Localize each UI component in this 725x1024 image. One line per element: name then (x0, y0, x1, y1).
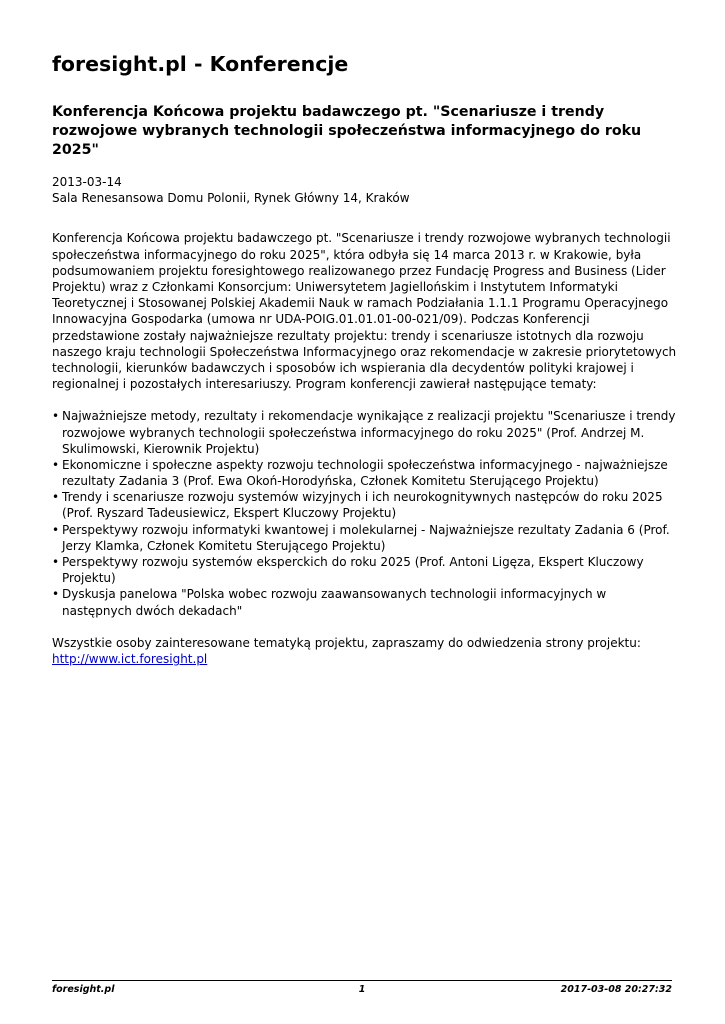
topic-text: Perspektywy rozwoju informatyki kwantowej i molekularnej - Najważniejsze rezultaty Zadania 6 (Prof. Jerzy Klamka, Członek Komitetu Sterującego Projektu) (62, 522, 670, 553)
project-link[interactable]: http://www.ict.foresight.pl (52, 651, 208, 666)
article-body (52, 230, 677, 392)
topic-text: Trendy i scenariusze rozwoju systemów wizyjnych i ich neurokognitywnych następców do roku 2025 (Prof. Ryszard Tadeusiewicz, Ekspert Kluczowy Projektu) (62, 490, 663, 521)
topic-item (52, 457, 677, 489)
body-paragraph: Konferencja Końcowa projektu badawczego pt. "Scenariusze i trendy rozwojowe wybranych technologii społeczeństwa informacyjnego do roku 2025", która odbyła się 14 marca 2013 r. w Krakowie, była podsumowaniem projektu foresightowego realizowanego przez Fundację Progress and Business (Lider Projektu) wraz z Członkami Konsorcjum: Uniwersytetem Jagiellońskim i Instytutem Informatyki Teoretycznej i Stosowanej Polskiej Akademii Nauk w ramach Podziałania 1.1.1 Programu Operacyjnego Innowacyjna Gospodarka (umowa nr UDA-POIG.01.01.01-00-021/09). Podczas Konferencji przedstawione zostały najważniejsze rezultaty projektu: trendy i scenariusze istotnych dla rozwoju naszego kraju technologii Społeczeństwa Informacyjnego oraz rekomendacje w zakresie priorytetowych technologii, kierunków badawczych i sposobów ich wspierania dla decydentów polityki krajowej i regionalnej i pozostałych interesariuszy. Program konferencji zawierał następujące tematy: (52, 231, 677, 392)
topic-text: Perspektywy rozwoju systemów eksperckich do roku 2025 (Prof. Antoni Ligęza, Ekspert Kluczowy Projektu) (62, 555, 644, 586)
footer-site: foresight.pl (52, 984, 115, 995)
topic-item (52, 586, 677, 618)
topic-item (52, 522, 677, 554)
bullet-icon: • (52, 490, 60, 505)
topic-item (52, 408, 677, 457)
event-meta (52, 174, 677, 206)
bullet-icon: • (52, 522, 60, 537)
bullet-icon: • (52, 555, 60, 570)
bullet-icon: • (52, 409, 60, 424)
event-date: 2013-03-14 (52, 175, 122, 190)
footer-divider (52, 980, 672, 981)
event-location: Sala Renesansowa Domu Polonii, Rynek Główny 14, Kraków (52, 191, 410, 206)
page-footer (52, 984, 672, 998)
document-page (52, 52, 677, 667)
topic-text: Dyskusja panelowa "Polska wobec rozwoju zaawansowanych technologii informacyjnych w następnych dwóch dekadach" (62, 587, 607, 618)
bullet-icon: • (52, 587, 60, 602)
topic-text: Ekonomiczne i społeczne aspekty rozwoju technologii społeczeństwa informacyjnego - najważniejsze rezultaty Zadania 3 (Prof. Ewa Okoń-Horodyńska, Członek Komitetu Sterującego Projektu) (62, 457, 668, 489)
closing-paragraph (52, 635, 677, 667)
footer-page-number: 1 (358, 984, 366, 995)
site-title: foresight.pl - Konferencje (52, 52, 349, 76)
article-title: Konferencja Końcowa projektu badawczego pt. "Scenariusze i trendy rozwojowe wybranych technologii społeczeństwa informacyjnego do roku 2025" (52, 103, 642, 158)
topics-list (52, 408, 677, 618)
topic-text: Najważniejsze metody, rezultaty i rekomendacje wynikające z realizacji projektu "Scenariusze i trendy rozwojowe wybranych technologii społeczeństwa informacyjnego do roku 2025" (Prof. Andrzej M. Skulimowski, Kierownik Projektu) (62, 409, 676, 456)
closing-text: Wszystkie osoby zainteresowane tematyką projektu, zapraszamy do odwiedzenia strony projektu: (52, 635, 641, 650)
bullet-icon: • (52, 457, 60, 472)
topic-item (52, 554, 677, 586)
topic-item (52, 489, 677, 521)
footer-timestamp: 2017-03-08 20:27:32 (560, 984, 672, 995)
